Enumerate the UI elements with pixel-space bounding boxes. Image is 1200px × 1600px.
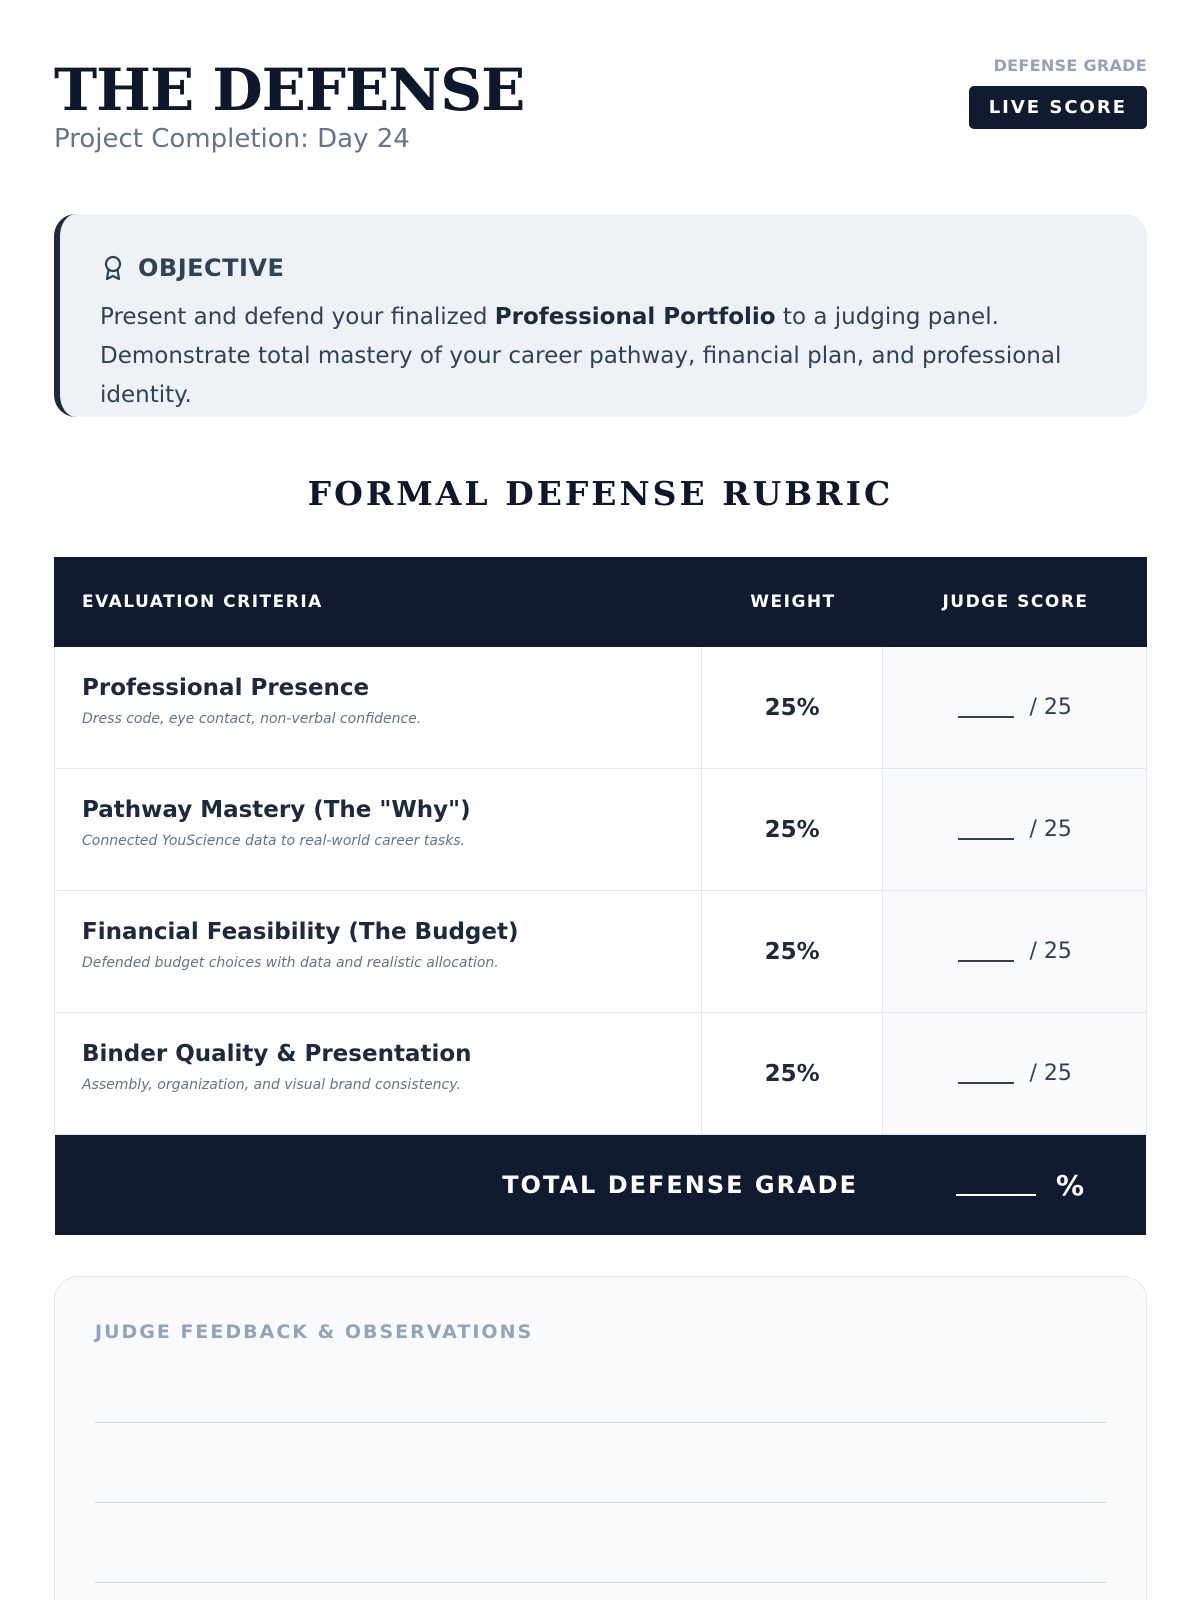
award-ribbon-icon xyxy=(100,254,126,282)
criteria-name: Binder Quality & Presentation xyxy=(82,1041,472,1067)
objective-text-part: Present and defend your finalized xyxy=(100,304,495,330)
table-row xyxy=(54,647,1147,769)
feedback-line[interactable] xyxy=(95,1343,1106,1423)
column-header-criteria: EVALUATION CRITERIA xyxy=(82,592,323,612)
criteria-description: Connected YouScience data to real-world career tasks. xyxy=(82,833,466,849)
feedback-title: JUDGE FEEDBACK & OBSERVATIONS xyxy=(95,1321,534,1343)
score-cell[interactable] xyxy=(883,891,1146,1012)
weight-cell: 25% xyxy=(702,891,884,1012)
defense-grade-label: DEFENSE GRADE xyxy=(993,56,1147,75)
table-header xyxy=(54,557,1147,647)
feedback-line[interactable] xyxy=(95,1423,1106,1503)
objective-card xyxy=(54,214,1147,417)
total-row xyxy=(55,1135,1146,1235)
objective-text-part: to a judging panel. Demonstrate total mastery of your career pathway, financial plan, and professional identity. xyxy=(100,304,1062,408)
criteria-cell xyxy=(55,647,702,768)
feedback-card xyxy=(54,1276,1147,1600)
total-grade-label: TOTAL DEFENSE GRADE xyxy=(502,1171,858,1199)
score-max: / 25 xyxy=(1029,695,1072,720)
criteria-description: Defended budget choices with data and realistic allocation. xyxy=(82,955,499,971)
score-blank[interactable] xyxy=(958,1064,1014,1084)
score-cell[interactable] xyxy=(883,1013,1146,1134)
table-row xyxy=(54,769,1147,891)
objective-emphasis: Professional Portfolio xyxy=(494,304,776,330)
score-cell[interactable] xyxy=(883,647,1146,768)
score-blank[interactable] xyxy=(958,820,1014,840)
criteria-cell xyxy=(55,1013,702,1134)
page-title: THE DEFENSE xyxy=(54,56,525,124)
column-header-weight: WEIGHT xyxy=(750,592,836,612)
objective-text xyxy=(100,298,1101,415)
table-row xyxy=(54,1013,1147,1135)
page-subtitle: Project Completion: Day 24 xyxy=(54,124,410,154)
objective-title: OBJECTIVE xyxy=(138,254,285,282)
score-max: / 25 xyxy=(1029,1061,1072,1086)
column-header-score: JUDGE SCORE xyxy=(942,592,1089,612)
score-max: / 25 xyxy=(1029,939,1072,964)
criteria-name: Professional Presence xyxy=(82,675,370,701)
weight-cell: 25% xyxy=(702,1013,884,1134)
score-blank[interactable] xyxy=(958,698,1014,718)
weight-cell: 25% xyxy=(702,647,884,768)
total-grade-unit: % xyxy=(1056,1168,1085,1202)
criteria-description: Assembly, organization, and visual brand consistency. xyxy=(82,1077,461,1093)
rubric-title: FORMAL DEFENSE RUBRIC xyxy=(307,474,894,513)
table-row xyxy=(54,891,1147,1013)
weight-cell: 25% xyxy=(702,769,884,890)
score-max: / 25 xyxy=(1029,817,1072,842)
criteria-name: Financial Feasibility (The Budget) xyxy=(82,919,519,945)
total-grade-blank[interactable] xyxy=(956,1174,1036,1196)
rubric-table xyxy=(54,557,1147,1235)
objective-header xyxy=(100,254,1101,282)
score-blank[interactable] xyxy=(958,942,1014,962)
live-score-badge[interactable]: LIVE SCORE xyxy=(969,86,1147,129)
criteria-cell xyxy=(55,891,702,1012)
feedback-line[interactable] xyxy=(95,1503,1106,1583)
criteria-cell xyxy=(55,769,702,890)
criteria-name: Pathway Mastery (The "Why") xyxy=(82,797,471,823)
criteria-description: Dress code, eye contact, non-verbal confidence. xyxy=(82,711,422,727)
score-cell[interactable] xyxy=(883,769,1146,890)
